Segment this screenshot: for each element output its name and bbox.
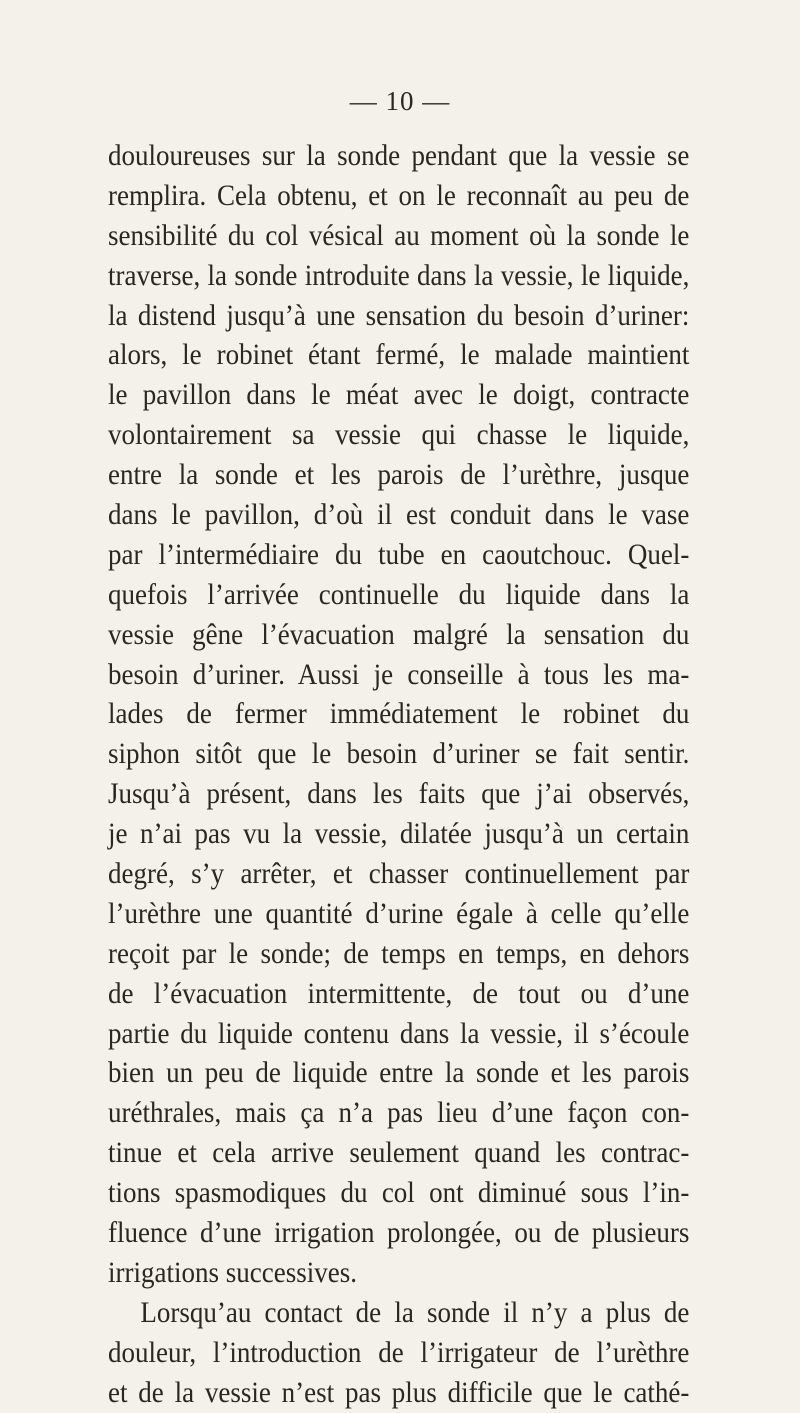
text-line: fluence d’une irrigation prolongée, ou de plusieurs <box>108 1216 690 1250</box>
text-line: douleur, l’introduction de l’irrigateur de l’urèthre <box>108 1335 690 1369</box>
text-line: bien un peu de liquide entre la sonde et les parois <box>108 1056 690 1090</box>
text-line: sensibilité du col vésical au moment où la sonde le <box>108 218 690 252</box>
text-line: alors, le robinet étant fermé, le malade maintient <box>108 338 690 372</box>
text-line: dans le pavillon, d’où il est conduit dans le vase <box>108 498 690 532</box>
text-line: degré, s’y arrêter, et chasser continuellement par <box>108 857 690 891</box>
text-line: irrigations successives. <box>108 1255 357 1289</box>
body-text <box>108 136 690 1413</box>
text-line: remplira. Cela obtenu, et on le reconnaît au peu de <box>108 178 690 212</box>
text-line: vessie gêne l’évacuation malgré la sensation du <box>108 617 690 651</box>
text-line: tinue et cela arrive seulement quand les contrac- <box>108 1136 690 1170</box>
text-line: douloureuses sur la sonde pendant que la vessie se <box>108 139 690 172</box>
text-line: Lorsqu’au contact de la sonde il n’y a plus de <box>140 1295 690 1329</box>
text-line: uréthrales, mais ça n’a pas lieu d’une façon con- <box>108 1096 690 1130</box>
text-line: je n’ai pas vu la vessie, dilatée jusqu’à un certain <box>108 817 690 851</box>
text-line: volontairement sa vessie qui chasse le liquide, <box>108 418 690 452</box>
text-line: reçoit par le sonde; de temps en temps, en dehors <box>108 936 690 970</box>
text-line: besoin d’uriner. Aussi je conseille à tous les ma- <box>108 657 690 691</box>
text-line: siphon sitôt que le besoin d’uriner se fait sentir. <box>108 737 690 771</box>
text-line: la distend jusqu’à une sensation du besoin d’uriner: <box>108 298 690 332</box>
text-line: lades de fermer immédiatement le robinet du <box>108 697 690 731</box>
text-line: de l’évacuation intermittente, de tout ou d’une <box>108 976 690 1010</box>
text-line: traverse, la sonde introduite dans la vessie, le liquide, <box>108 258 690 292</box>
text-line: Jusqu’à présent, dans les faits que j’ai observés, <box>108 777 690 811</box>
page-number: — 10 — <box>349 86 451 116</box>
text-line: tions spasmodiques du col ont diminué sous l’in- <box>108 1176 690 1210</box>
text-line: entre la sonde et les parois de l’urèthre, jusque <box>108 458 690 492</box>
text-line: l’urèthre une quantité d’urine égale à celle qu’elle <box>108 896 690 930</box>
text-line: par l’intermédiaire du tube en caoutchouc. Quel- <box>108 537 690 571</box>
text-line: quefois l’arrivée continuelle du liquide dans la <box>108 577 690 611</box>
text-line: et de la vessie n’est pas plus difficile que le cathé- <box>108 1375 690 1409</box>
text-line: partie du liquide contenu dans la vessie, il s’écoule <box>108 1016 690 1050</box>
text-line: le pavillon dans le méat avec le doigt, contracte <box>108 378 690 412</box>
